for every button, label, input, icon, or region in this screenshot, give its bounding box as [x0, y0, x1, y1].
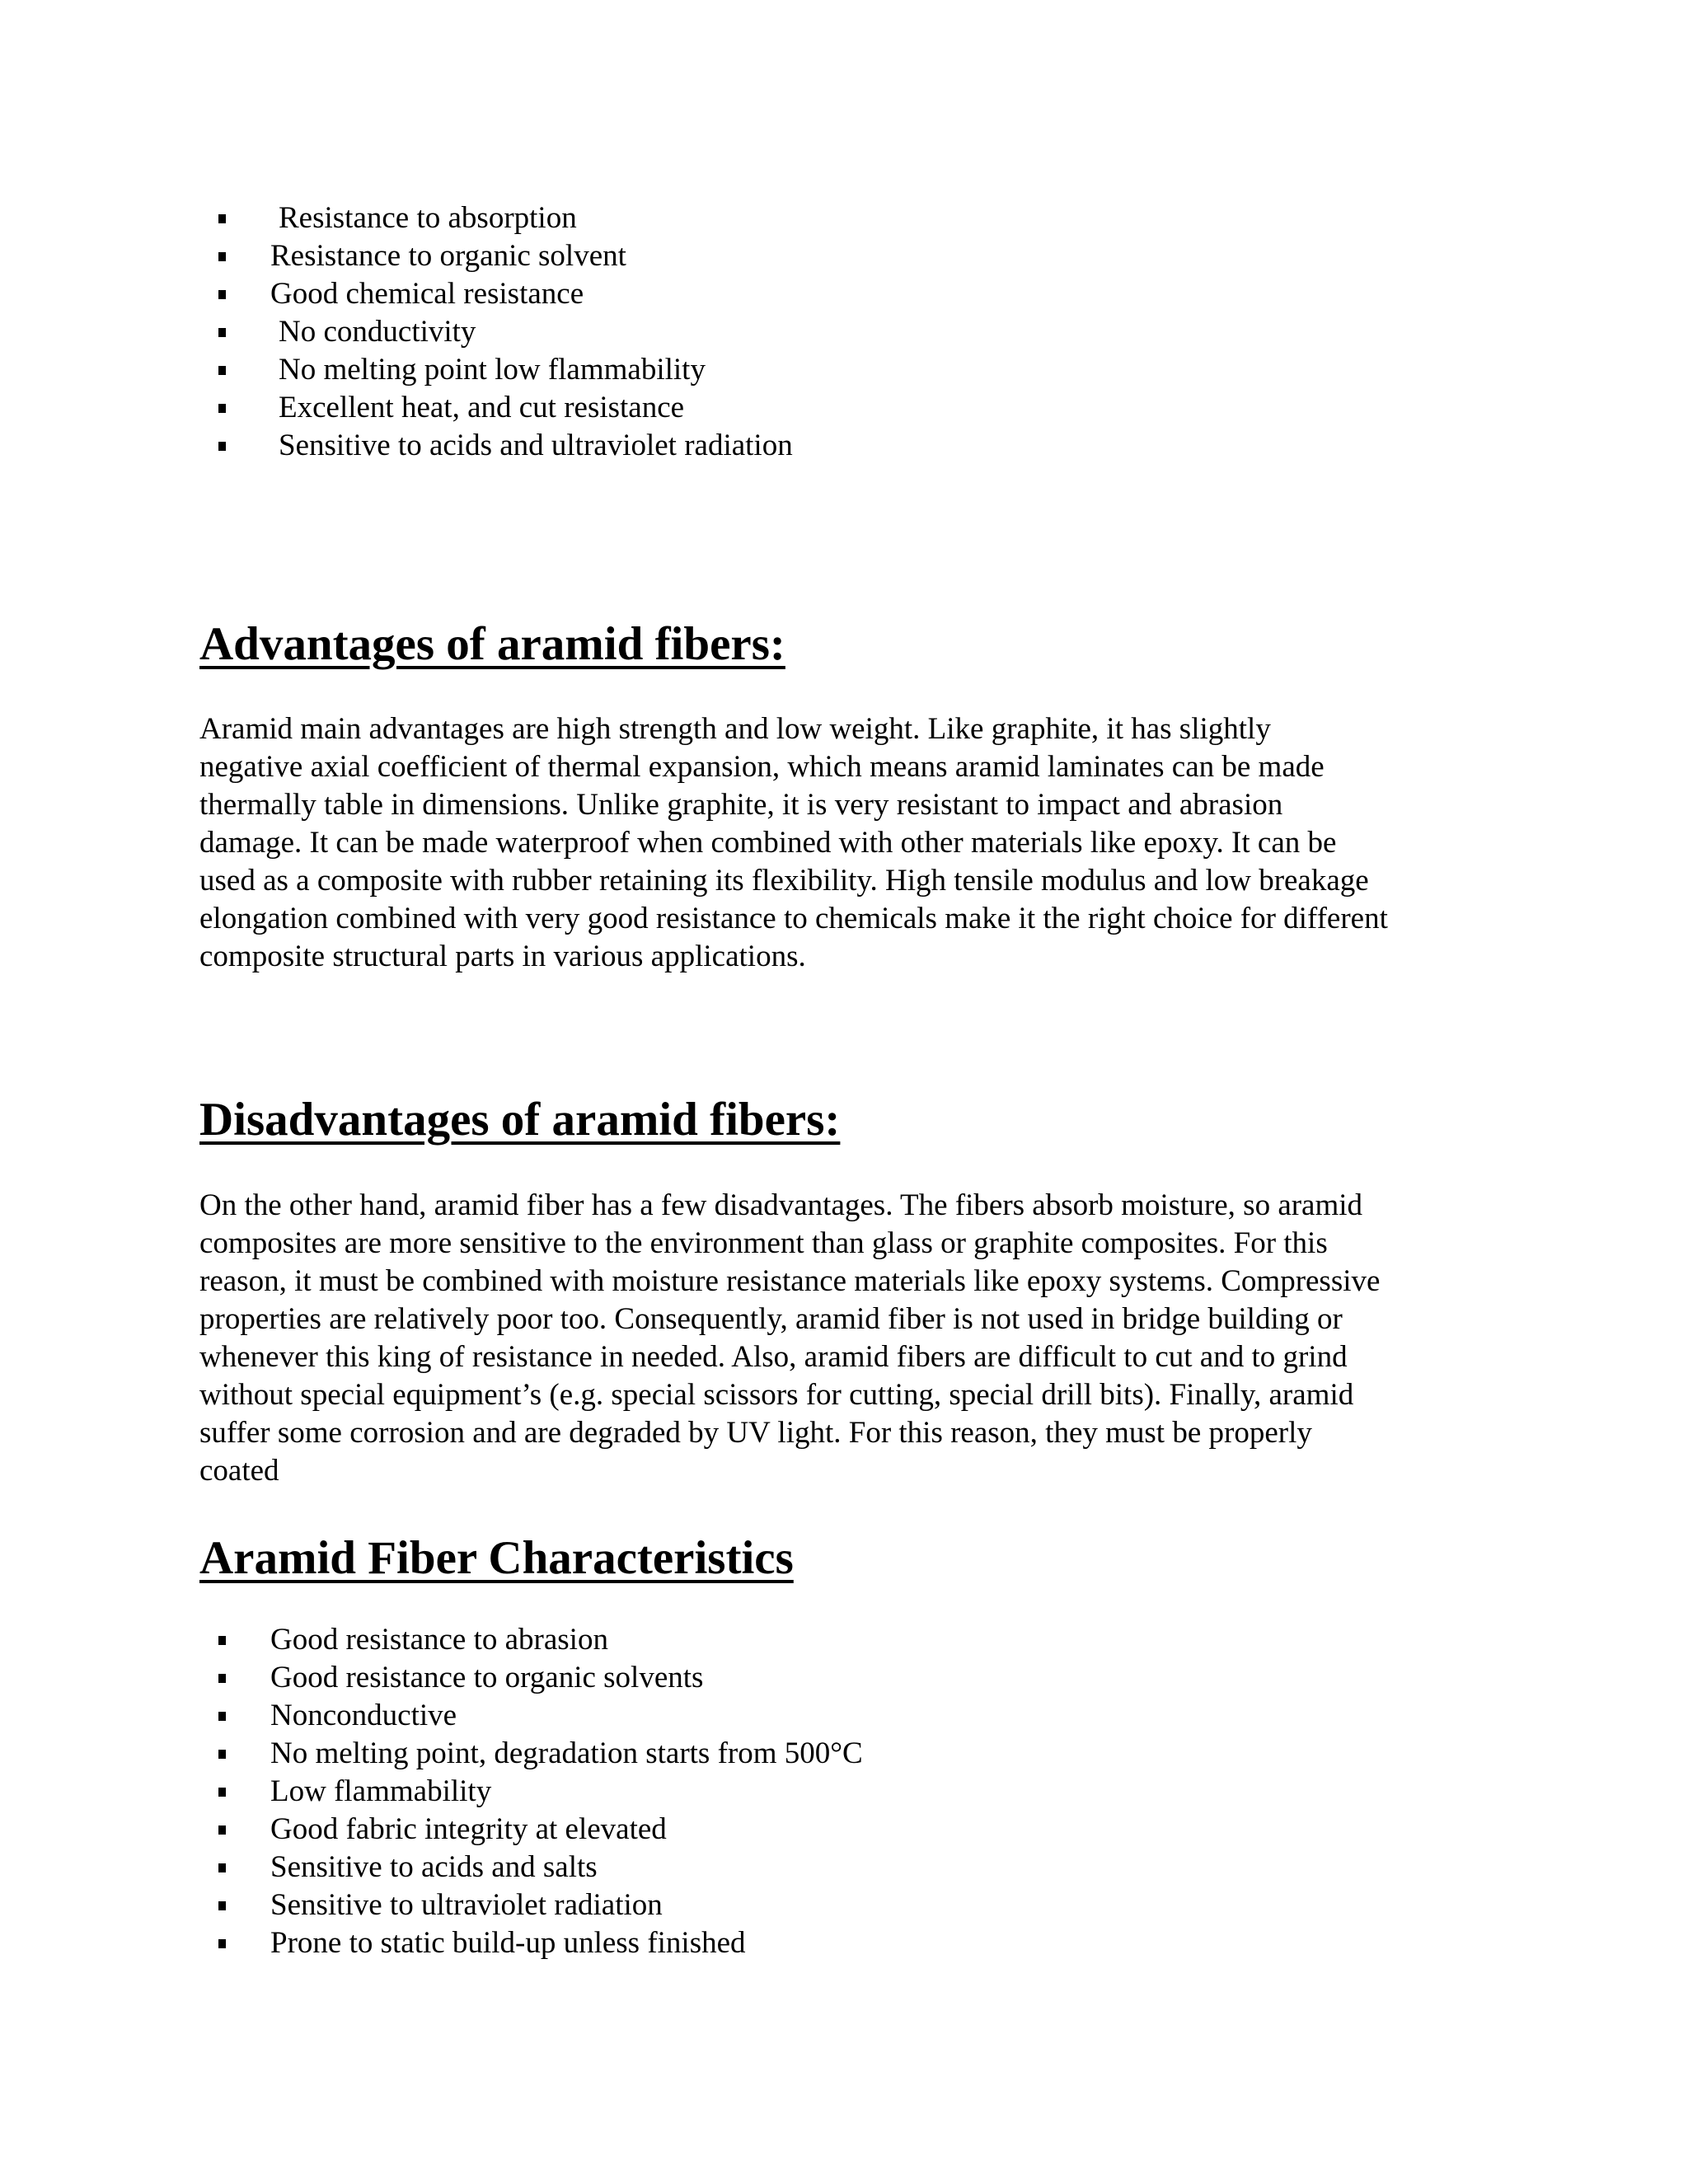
list-item-text: Sensitive to acids and salts — [270, 1850, 598, 1884]
list-item-text: Prone to static build-up unless finished — [270, 1926, 746, 1960]
list-item-text: Good fabric integrity at elevated — [270, 1812, 667, 1846]
list-item-text: Sensitive to acids and ultraviolet radiation — [279, 429, 793, 462]
paragraph-line: damage. It can be made waterproof when combined with other materials like epoxy. It can be — [199, 826, 1337, 860]
square-bullet-icon — [218, 1750, 226, 1759]
list-item-text: Resistance to organic solvent — [270, 239, 626, 273]
paragraph-line: elongation combined with very good resistance to chemicals make it the right choice for different — [199, 902, 1388, 935]
square-bullet-icon — [218, 366, 226, 375]
list-item-text: No melting point, degradation starts from 500°C — [270, 1736, 863, 1770]
list-item-text: Sensitive to ultraviolet radiation — [270, 1888, 663, 1922]
paragraph-line: Aramid main advantages are high strength and low weight. Like graphite, it has slightly — [199, 712, 1271, 746]
square-bullet-icon — [218, 1674, 226, 1683]
square-bullet-icon — [218, 290, 226, 299]
list-item-text: No melting point low flammability — [279, 353, 706, 387]
list-item-text: Good resistance to organic solvents — [270, 1661, 704, 1694]
square-bullet-icon — [218, 328, 226, 337]
paragraph-line: used as a composite with rubber retaining its flexibility. High tensile modulus and low breakage — [199, 864, 1369, 898]
disadvantages-paragraph — [199, 1187, 1502, 1490]
paragraph-line: properties are relatively poor too. Consequently, aramid fiber is not used in bridge building or — [199, 1302, 1343, 1336]
square-bullet-icon — [218, 442, 226, 451]
list-item-text: Good resistance to abrasion — [270, 1623, 608, 1657]
advantages-heading: Advantages of aramid fibers: — [199, 618, 785, 670]
paragraph-line: reason, it must be combined with moisture resistance materials like epoxy systems. Compressive — [199, 1264, 1381, 1298]
paragraph-line: negative axial coefficient of thermal expansion, which means aramid laminates can be made — [199, 750, 1325, 784]
square-bullet-icon — [218, 1939, 226, 1948]
paragraph-line: whenever this king of resistance in needed. Also, aramid fibers are difficult to cut and to grind — [199, 1340, 1348, 1374]
square-bullet-icon — [218, 1636, 226, 1645]
list-item-text: Low flammability — [270, 1774, 492, 1808]
square-bullet-icon — [218, 404, 226, 413]
list-item-text: Excellent heat, and cut resistance — [279, 391, 685, 424]
list-item-text: Good chemical resistance — [270, 277, 584, 311]
paragraph-line: thermally table in dimensions. Unlike graphite, it is very resistant to impact and abrasion — [199, 788, 1283, 822]
disadvantages-heading: Disadvantages of aramid fibers: — [199, 1094, 841, 1146]
paragraph-line: composites are more sensitive to the environment than glass or graphite composites. For this — [199, 1226, 1328, 1260]
square-bullet-icon — [218, 1901, 226, 1910]
list-item-text: No conductivity — [279, 315, 476, 349]
paragraph-line: coated — [199, 1454, 279, 1488]
characteristics-heading: Aramid Fiber Characteristics — [199, 1532, 794, 1584]
paragraph-line: On the other hand, aramid fiber has a few disadvantages. The fibers absorb moisture, so aramid — [199, 1188, 1363, 1222]
paragraph-line: composite structural parts in various applications. — [199, 940, 806, 973]
square-bullet-icon — [218, 1788, 226, 1797]
list-item-text: Resistance to absorption — [279, 201, 577, 235]
square-bullet-icon — [218, 214, 226, 223]
paragraph-line: suffer some corrosion and are degraded by UV light. For this reason, they must be properly — [199, 1416, 1312, 1450]
square-bullet-icon — [218, 1863, 226, 1872]
square-bullet-icon — [218, 252, 226, 261]
square-bullet-icon — [218, 1712, 226, 1721]
list-item-text: Nonconductive — [270, 1699, 457, 1732]
square-bullet-icon — [218, 1825, 226, 1835]
advantages-paragraph — [199, 710, 1502, 976]
paragraph-line: without special equipment’s (e.g. special scissors for cutting, special drill bits). Finally, aramid — [199, 1378, 1354, 1412]
